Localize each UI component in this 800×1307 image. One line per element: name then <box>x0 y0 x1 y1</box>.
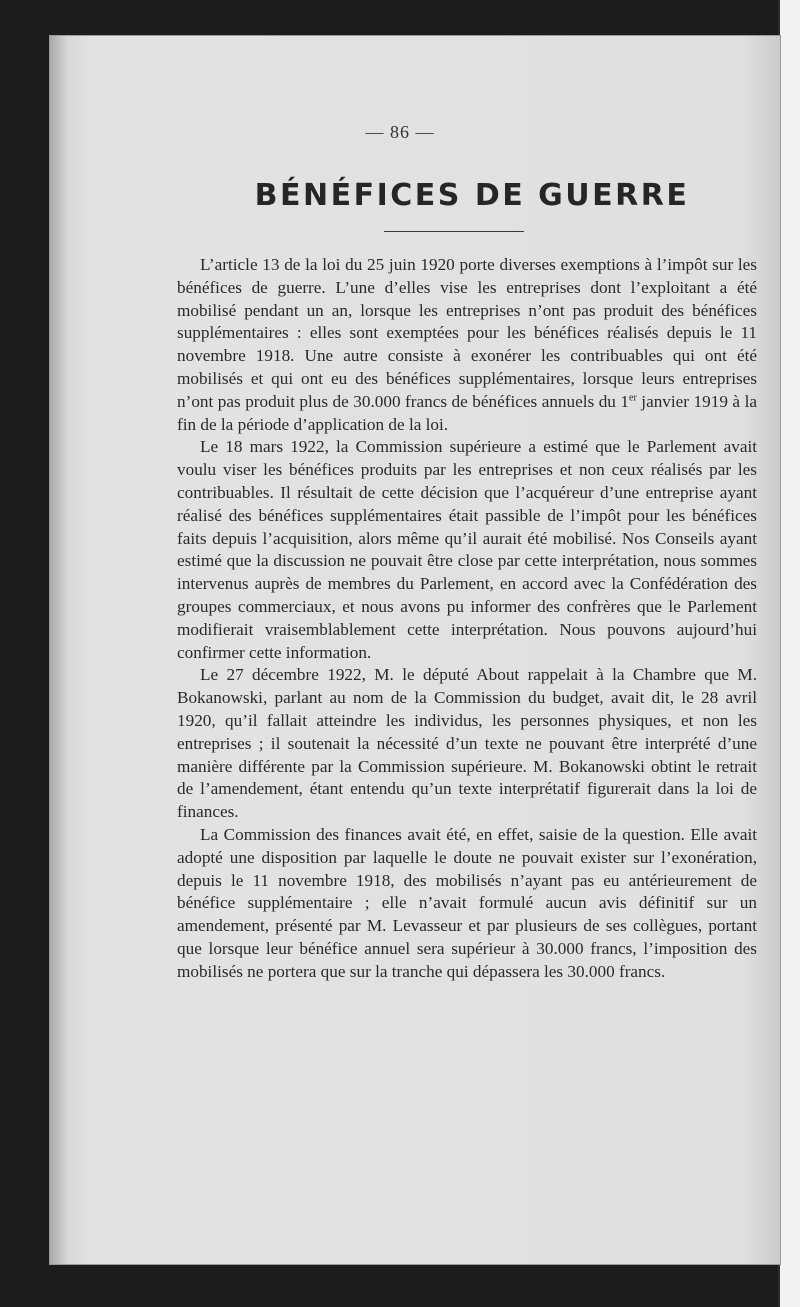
page-edge <box>50 36 68 1264</box>
page-title: BÉNÉFICES DE GUERRE <box>254 178 690 213</box>
paragraph-3: Le 27 décembre 1922, M. le député About rappelait à la Chambre que M. Bokanowski, parlant au nom de la Commission du budget, avait dit, le 28 avril 1920, qu’il fallait atteindre les individus, les personnes physiques, et non les entreprises ; il soutenait la nécessité d’un texte ne pouvant être interprété d’une manière différente par la Commission supérieure. M. Bokanowski obtint le retrait de l’amendement, étant entendu qu’un texte interprétatif figurerait dans la loi de finances. <box>177 665 757 822</box>
body-text <box>177 254 757 984</box>
page-number: — 86 — <box>365 122 435 142</box>
paragraph-4: La Commission des finances avait été, en effet, saisie de la question. Elle avait adopté une disposition par laquelle le doute ne pouvait exister sur l’exonération, depuis le 11 novembre 1918, des mobilisés n’ayant pas eu antérieurement de bénéfice supplémentaire ; elle n’avait formulé aucun avis définitif sur un amendement, présenté par M. Levasseur et par plusieurs de ses collègues, portant que lorsque leur bénéfice annuel sera supérieur à 30.000 francs, l’imposition des mobilisés ne portera que sur la tranche qui dépassera les 30.000 francs. <box>177 824 757 981</box>
paragraph-1-text: L’article 13 de la loi du 25 juin 1920 porte diverses exemptions à l’impôt sur les bénéfices de guerre. L’une d’elles vise les entreprises dont l’exploitant a été mobilisé pendant un an, lorsque les entreprises n’ont pas produit des bénéfices supplémentaires : elles sont exemptées pour les bénéfices réalisés depuis le 11 novembre 1918. Une autre consiste à exonérer les contribuables qui ont été mobilisés et qui ont eu des bénéfices supplémentaires, lorsque leurs entreprises n’ont pas produit plus de 30.000 francs de bénéfices annuels du 1 <box>177 255 757 411</box>
ordinal-superscript: er <box>629 392 637 404</box>
paragraph-2: Le 18 mars 1922, la Commission supérieure a estimé que le Parlement avait voulu viser les bénéfices produits par les entreprises et non ceux réalisés par les contribuables. Il résultait de cette décision que l’acquéreur d’une entreprise ayant réalisé des bénéfices supplémentaires était passible de l’impôt pour les bénéfices faits depuis l’acquisition, alors même qu’il aurait été mobilisé. Nos Conseils ayant estimé que la discussion ne pouvait être close par cette interprétation, nous sommes intervenus auprès de membres du Parlement, en accord avec la Confédération des groupes commerciaux, et nous avons pu informer des confrères que le Parlement modifierait vraisemblablement cette interprétation. Nous pouvons aujourd’hui confirmer cette information. <box>177 437 757 662</box>
paragraph-1-text-end: janvier 1919 à la fin de la période d’application de la loi. <box>177 391 757 434</box>
paragraph-1 <box>177 254 757 436</box>
title-rule <box>384 231 524 232</box>
